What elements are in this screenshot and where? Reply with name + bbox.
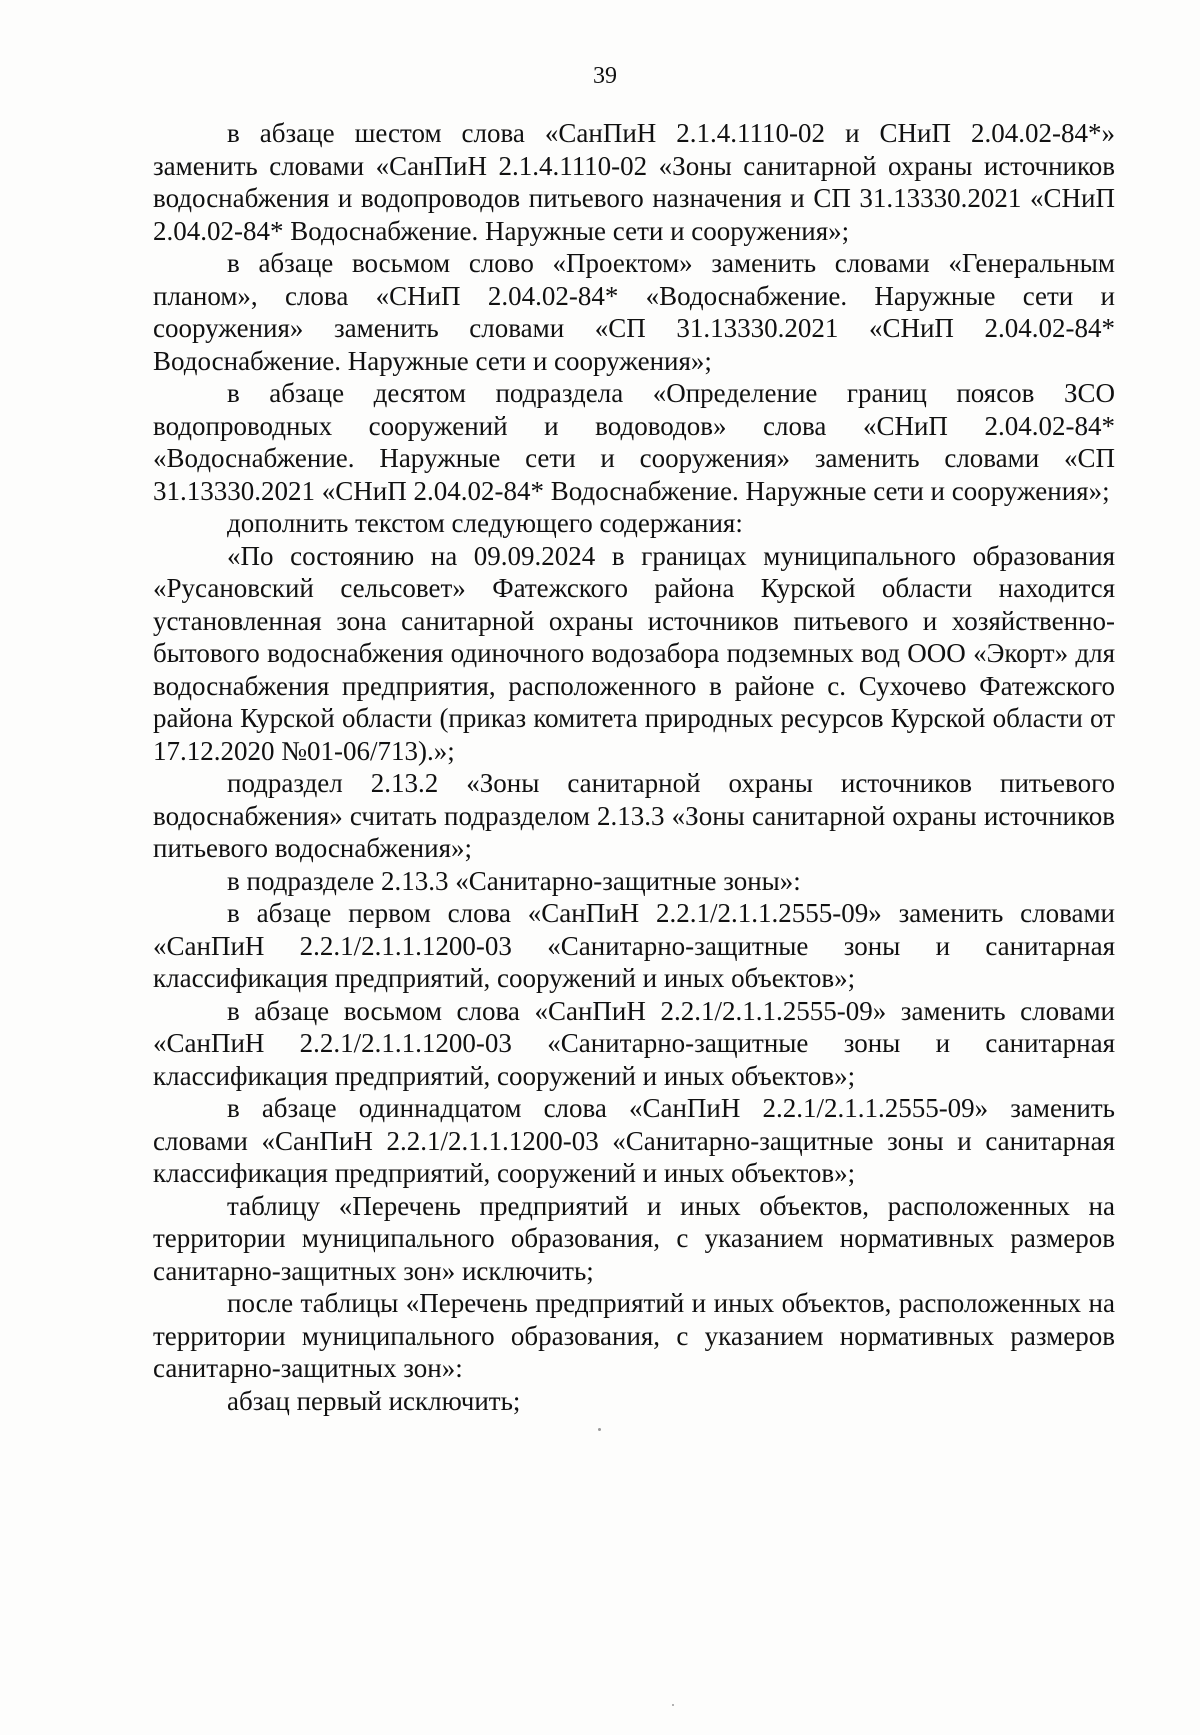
paragraph-3: в абзаце десятом подраздела «Определение границ поясов ЗСО водопроводных сооружений и водоводов» слова «СНиП 2.04.02-84* «Водоснабжение. Наружные сети и сооружения» заменить словами «СП 31.13330.2021 «СНиП 2.04.02-84* Водоснабжение. Наружные сети и сооружения»; [153, 378, 1115, 506]
paragraph-4: дополнить текстом следующего содержания: [227, 508, 743, 538]
scan-speck [598, 1428, 601, 1431]
page-number: 39 [593, 63, 617, 89]
paragraph-11: таблицу «Перечень предприятий и иных объектов, расположенных на территории муниципального образования, с указанием нормативных размеров санитарно-защитных зон» исключить; [153, 1190, 1115, 1286]
paragraph-5: «По состоянию на 09.09.2024 в границах муниципального образования «Русановский сельсовет» Фатежского района Курской области находится установленная зона санитарной охраны источников питьевого и хозяйственно-бытового водоснабжения одиночного водозабора подземных вод ООО «Экорт» для водоснабжения предприятия, расположенного в районе с. Сухочево Фатежского района Курской области (приказ комитета природных ресурсов Курской области от 17.12.2020 №01-06/713).»; [153, 540, 1115, 766]
scan-speck [672, 1704, 674, 1706]
paragraph-12: после таблицы «Перечень предприятий и иных объектов, расположенных на территории муниципального образования, с указанием нормативных размеров санитарно-защитных зон»: [153, 1288, 1115, 1383]
document-body [153, 117, 1115, 1417]
paragraph-7: в подразделе 2.13.3 «Санитарно-защитные зоны»: [227, 865, 801, 896]
paragraph-2: в абзаце восьмом слово «Проектом» заменить словами «Генеральным планом», слова «СНиП 2.04.02-84* «Водоснабжение. Наружные сети и сооружения» заменить словами «СП 31.13330.2021 «СНиП 2.04.02-84* Водоснабжение. Наружные сети и сооружения»; [153, 248, 1115, 376]
paragraph-6: подраздел 2.13.2 «Зоны санитарной охраны источников питьевого водоснабжения» считать подразделом 2.13.3 «Зоны санитарной охраны источников питьевого водоснабжения»; [153, 768, 1115, 863]
paragraph-8: в абзаце первом слова «СанПиН 2.2.1/2.1.1.2555-09» заменить словами «СанПиН 2.2.1/2.1.1.1200-03 «Санитарно-защитные зоны и санитарная классификация предприятий, сооружений и иных объектов»; [153, 898, 1115, 993]
paragraph-9: в абзаце восьмом слова «СанПиН 2.2.1/2.1.1.2555-09» заменить словами «СанПиН 2.2.1/2.1.1.1200-03 «Санитарно-защитные зоны и санитарная классификация предприятий, сооружений и иных объектов»; [153, 995, 1115, 1091]
paragraph-1: в абзаце шестом слова «СанПиН 2.1.4.1110-02 и СНиП 2.04.02-84*» заменить словами «СанПиН 2.1.4.1110-02 «Зоны санитарной охраны источников водоснабжения и водопроводов питьевого назначения и СП 31.13330.2021 «СНиП 2.04.02-84* Водоснабжение. Наружные сети и сооружения»; [153, 118, 1115, 246]
paragraph-13: абзац первый исключить; [227, 1385, 521, 1416]
paragraph-10: в абзаце одиннадцатом слова «СанПиН 2.2.1/2.1.1.2555-09» заменить словами «СанПиН 2.2.1/2.1.1.1200-03 «Санитарно-защитные зоны и санитарная классификация предприятий, сооружений и иных объектов»; [153, 1093, 1115, 1188]
